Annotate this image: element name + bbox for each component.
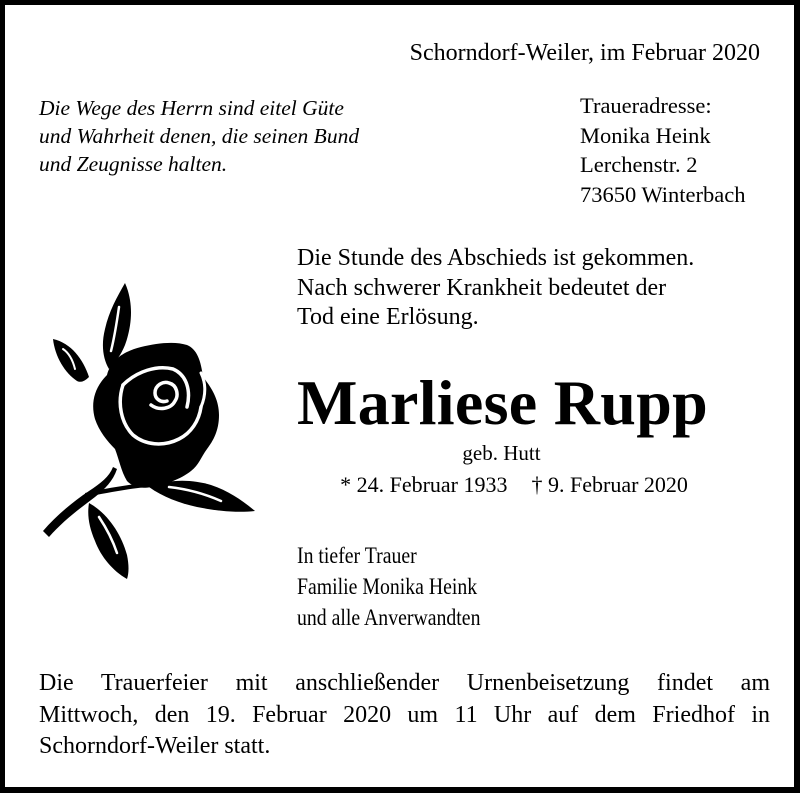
maiden-name: geb. Hutt [462,441,541,465]
bible-verse [39,94,359,178]
ceremony-line: Mittwoch, den 19. Februar 2020 um 11 Uhr auf dem Friedhof in [39,701,770,728]
mourners-signature [297,540,480,633]
ceremony-info [39,668,770,763]
address-city: 73650 Winterbach [580,181,746,207]
intro-text [297,244,694,333]
death-date: † 9. Februar 2020 [531,472,688,497]
rose-icon [41,281,257,581]
deceased-name: Marliese Rupp [297,367,708,438]
verse-line: und Zeugnisse halten. [39,152,228,176]
address-street: Lerchenstr. 2 [580,152,698,177]
mourners-line: Familie Monika Heink [297,574,478,599]
mourners-line: und alle Anverwandten [297,605,481,630]
birth-date: * 24. Februar 1933 [340,472,508,497]
life-dates [299,471,729,499]
ceremony-line: Schorndorf-Weiler statt. [39,733,271,759]
address-name: Monika Heink [580,122,711,148]
intro-line: Die Stunde des Abschieds ist gekommen. [297,245,695,271]
verse-line: Die Wege des Herrn sind eitel Güte [39,96,344,120]
intro-line: Nach schwerer Krankheit bedeutet der [297,274,667,301]
intro-line: Tod eine Erlösung. [297,304,479,330]
mourners-line: In tiefer Trauer [297,543,417,568]
dateline: Schorndorf-Weiler, im Februar 2020 [409,40,760,66]
mourning-address [580,91,746,209]
ceremony-line: Die Trauerfeier mit anschließender Urnenbeisetzung findet am [39,670,770,696]
address-label: Traueradresse: [580,93,712,118]
verse-line: und Wahrheit denen, die seinen Bund [39,124,360,148]
